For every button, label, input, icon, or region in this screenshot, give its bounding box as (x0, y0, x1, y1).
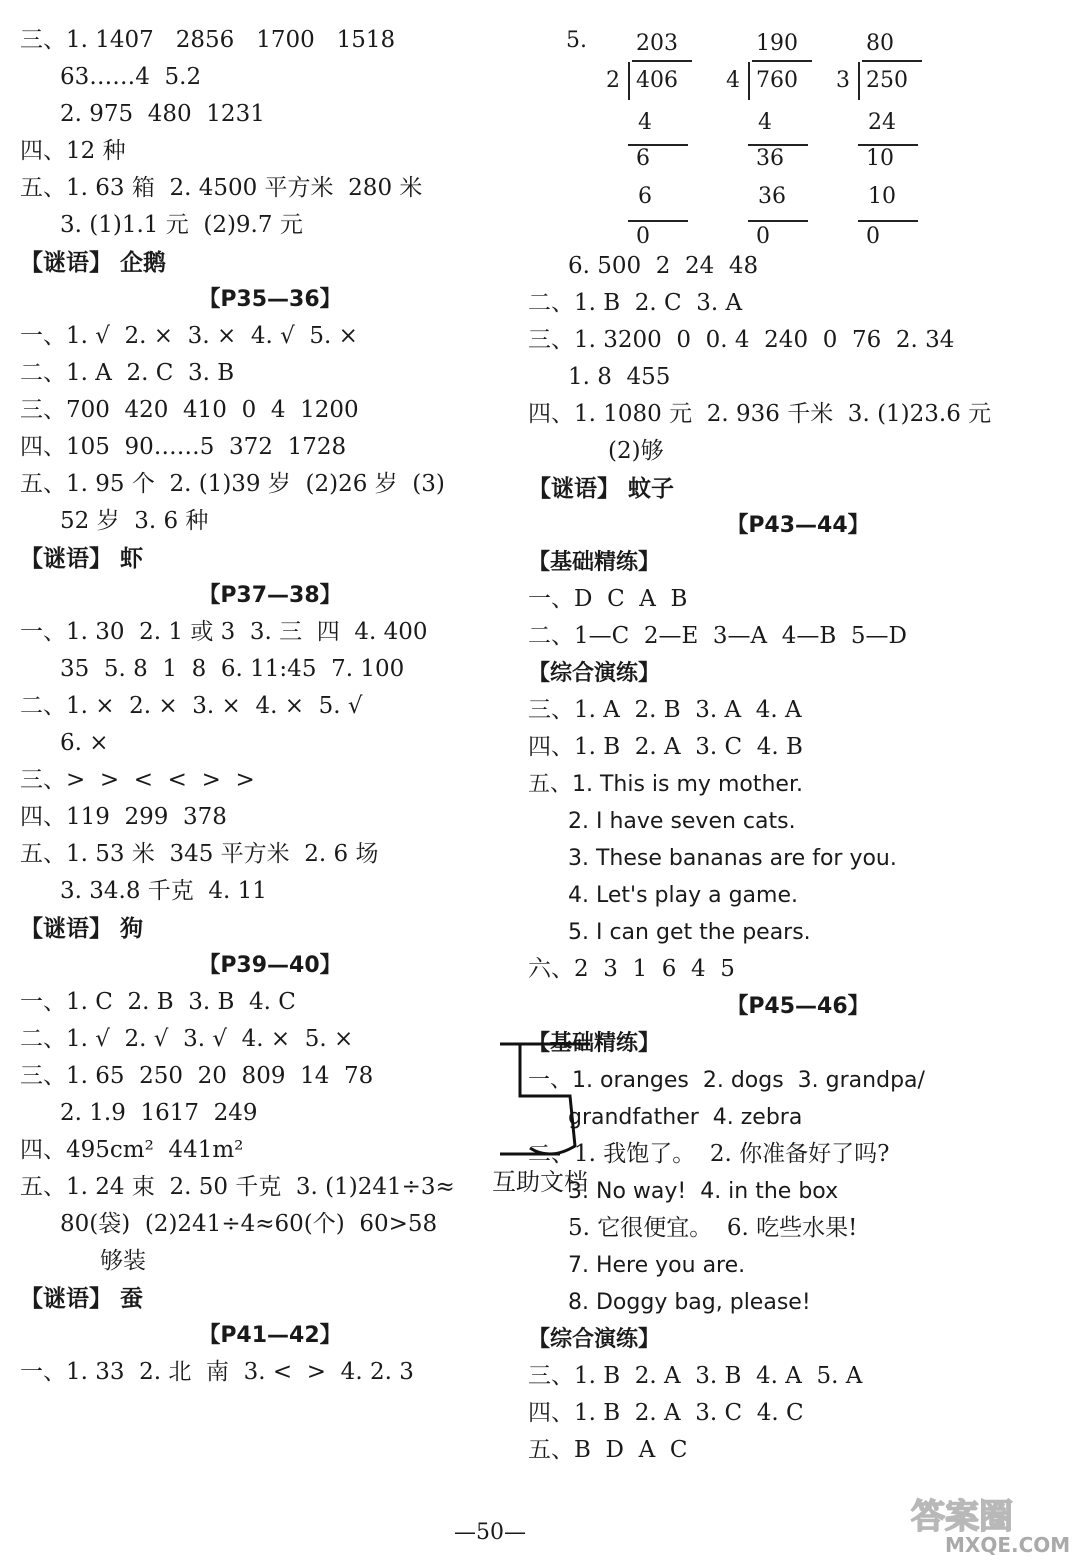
division-bracket (628, 62, 630, 100)
left-answer-line: 二、1. × 2. × 3. × 4. × 5. √ (20, 693, 363, 719)
right-answer-line: 1. 8 455 (568, 364, 671, 390)
left-answer-line: 三、1. 1407 2856 1700 1518 (20, 27, 396, 53)
division-step: 6 (638, 184, 652, 209)
right-answer-line: (2)够 (608, 438, 664, 464)
division-step: 4 (638, 110, 652, 135)
right-answer-line: 【基础精练】 (528, 1031, 661, 1056)
watermark-logo-icon (490, 1036, 600, 1166)
division-step: 0 (756, 224, 770, 249)
left-answer-line: 二、1. √ 2. √ 3. √ 4. × 5. × (20, 1026, 354, 1052)
right-answer-line: 二、1—C 2—E 3—A 4—B 5—D (528, 623, 907, 649)
division-step: 10 (868, 184, 896, 209)
division-bracket (748, 62, 750, 100)
right-answer-line: 【P45—46】 (726, 994, 870, 1019)
step-bar (628, 144, 688, 146)
right-answer-line: 4. Let's play a game. (568, 883, 798, 908)
step-bar (858, 144, 918, 146)
right-answer-line: 5. 它很便宜。 6. 吃些水果! (568, 1215, 858, 1241)
right-answer-line: 8. Doggy bag, please! (568, 1290, 811, 1315)
left-answer-line: 35 5. 8 1 8 6. 11:45 7. 100 (60, 656, 405, 682)
dividend: 406 (636, 68, 678, 93)
left-answer-line: 6. × (60, 730, 109, 756)
right-answer-line: 四、1. 1080 元 2. 936 千米 3. (1)23.6 元 (528, 401, 992, 427)
left-answer-line: 三、700 420 410 0 4 1200 (20, 397, 359, 423)
step-bar (748, 220, 808, 222)
page-number: —50— (454, 1520, 526, 1545)
right-answer-line: 三、1. B 2. A 3. B 4. A 5. A (528, 1363, 863, 1389)
division-step: 36 (756, 146, 784, 171)
right-answer-line: 3. These bananas are for you. (568, 846, 897, 871)
division-step: 10 (866, 146, 894, 171)
division-step: 0 (866, 224, 880, 249)
right-answer-line: 六、2 3 1 6 4 5 (528, 956, 735, 982)
left-answer-line: 一、1. C 2. B 3. B 4. C (20, 989, 296, 1015)
right-answer-line: grandfather 4. zebra (568, 1105, 803, 1130)
right-answer-line: 5. I can get the pears. (568, 920, 811, 945)
left-answer-line: 够装 (100, 1248, 146, 1274)
division-bracket (858, 62, 860, 100)
left-answer-line: 四、495cm² 441m² (20, 1137, 244, 1163)
right-answer-line: 【谜语】 蚊子 (528, 475, 675, 502)
division-step: 24 (868, 110, 896, 135)
right-answer-line: 【P43—44】 (726, 513, 870, 538)
divisor: 2 (606, 68, 620, 93)
quotient-bar (632, 60, 692, 62)
dividend: 250 (866, 68, 908, 93)
right-answer-line: 2. I have seven cats. (568, 809, 796, 834)
left-answer-line: 一、1. √ 2. × 3. × 4. √ 5. × (20, 323, 358, 349)
right-answer-line: 【基础精练】 (528, 550, 661, 575)
svg-text:答案圈: 答案圈 (911, 1497, 1013, 1537)
left-answer-line: 【P35—36】 (198, 287, 342, 312)
right-answer-line: 四、1. B 2. A 3. C 4. B (528, 734, 803, 760)
right-answer-line: 【综合演练】 (528, 1327, 661, 1352)
step-bar (858, 220, 918, 222)
left-answer-line: 52 岁 3. 6 种 (60, 508, 209, 534)
division-step: 0 (636, 224, 650, 249)
quotient-bar (752, 60, 812, 62)
quotient-bar (862, 60, 922, 62)
right-answer-line: 五、1. This is my mother. (528, 772, 803, 797)
long-division-problem (828, 22, 938, 248)
right-answer-line: 【综合演练】 (528, 661, 661, 686)
right-answer-line: 二、1. 我饱了。 2. 你准备好了吗? (528, 1141, 890, 1167)
left-answer-line: 一、1. 33 2. 北 南 3. < > 4. 2. 3 (20, 1359, 414, 1385)
left-answer-line: 二、1. A 2. C 3. B (20, 360, 235, 386)
watermark-text: 互助文档 (492, 1168, 588, 1196)
left-answer-line: 2. 1.9 1617 249 (60, 1100, 258, 1126)
svg-text:MXQE.COM: MXQE.COM (945, 1533, 1071, 1557)
right-answer-column (528, 22, 1068, 1469)
left-answer-line: 3. (1)1.1 元 (2)9.7 元 (60, 212, 303, 238)
left-answer-line: 五、1. 24 束 2. 50 千克 3. (1)241÷3≈ (20, 1174, 455, 1200)
quotient: 203 (636, 31, 678, 56)
divisor: 3 (836, 68, 850, 93)
quotient: 190 (756, 31, 798, 56)
left-answer-line: 3. 34.8 千克 4. 11 (60, 878, 267, 904)
right-answer-line: 五、B D A C (528, 1437, 688, 1463)
right-answer-line: 7. Here you are. (568, 1253, 746, 1278)
step-bar (748, 144, 808, 146)
left-answer-line: 三、1. 65 250 20 809 14 78 (20, 1063, 374, 1089)
left-answer-line: 一、1. 30 2. 1 或 3 3. 三 四 4. 400 (20, 619, 428, 645)
long-division-problem (718, 22, 828, 248)
left-answer-line: 四、105 90……5 372 1728 (20, 434, 347, 460)
left-answer-line: 【谜语】 狗 (20, 915, 144, 942)
step-bar (628, 220, 688, 222)
right-answer-line: 一、D C A B (528, 586, 688, 612)
left-answer-line: 【谜语】 虾 (20, 545, 144, 572)
left-answer-line: 【P41—42】 (198, 1323, 342, 1348)
left-answer-column (20, 22, 520, 1391)
left-answer-line: 五、1. 53 米 345 平方米 2. 6 场 (20, 841, 379, 867)
right-answer-line: 三、1. 3200 0 0. 4 240 0 76 2. 34 (528, 327, 955, 353)
right-answer-line: 一、1. oranges 2. dogs 3. grandpa/ (528, 1068, 925, 1093)
division-step: 6 (636, 146, 650, 171)
right-answer-line: 三、1. A 2. B 3. A 4. A (528, 697, 802, 723)
left-answer-line: 【P37—38】 (198, 583, 342, 608)
left-answer-line: 四、12 种 (20, 138, 126, 164)
left-answer-line: 五、1. 95 个 2. (1)39 岁 (2)26 岁 (3) (20, 471, 445, 497)
left-answer-line: 【P39—40】 (198, 953, 342, 978)
left-answer-line: 四、119 299 378 (20, 804, 227, 830)
left-answer-line: 【谜语】 蚕 (20, 1285, 144, 1312)
right-answer-lines (528, 248, 1068, 1469)
left-answer-line: 三、> > < < > > (20, 767, 255, 793)
right-answer-line: 3. No way! 4. in the box (568, 1179, 839, 1204)
division-step: 4 (758, 110, 772, 135)
divisor: 4 (726, 68, 740, 93)
right-answer-line: 二、1. B 2. C 3. A (528, 290, 743, 316)
left-answer-line: 80(袋) (2)241÷4≈60(个) 60>58 (60, 1211, 438, 1237)
right-answer-line: 6. 500 2 24 48 (568, 253, 759, 279)
left-answer-line: 63……4 5.2 (60, 64, 202, 90)
quotient: 80 (866, 31, 894, 56)
left-answer-line: 【谜语】 企鹅 (20, 249, 167, 276)
division-step: 36 (758, 184, 786, 209)
right-answer-line: 四、1. B 2. A 3. C 4. C (528, 1400, 804, 1426)
site-logo-icon (905, 1488, 1075, 1558)
dividend: 760 (756, 68, 798, 93)
division-label: 5. (566, 28, 587, 53)
long-division-problem (598, 22, 708, 248)
left-answer-line: 2. 975 480 1231 (60, 101, 265, 127)
long-division-block (528, 22, 1068, 248)
left-answer-line: 五、1. 63 箱 2. 4500 平方米 280 米 (20, 175, 423, 201)
